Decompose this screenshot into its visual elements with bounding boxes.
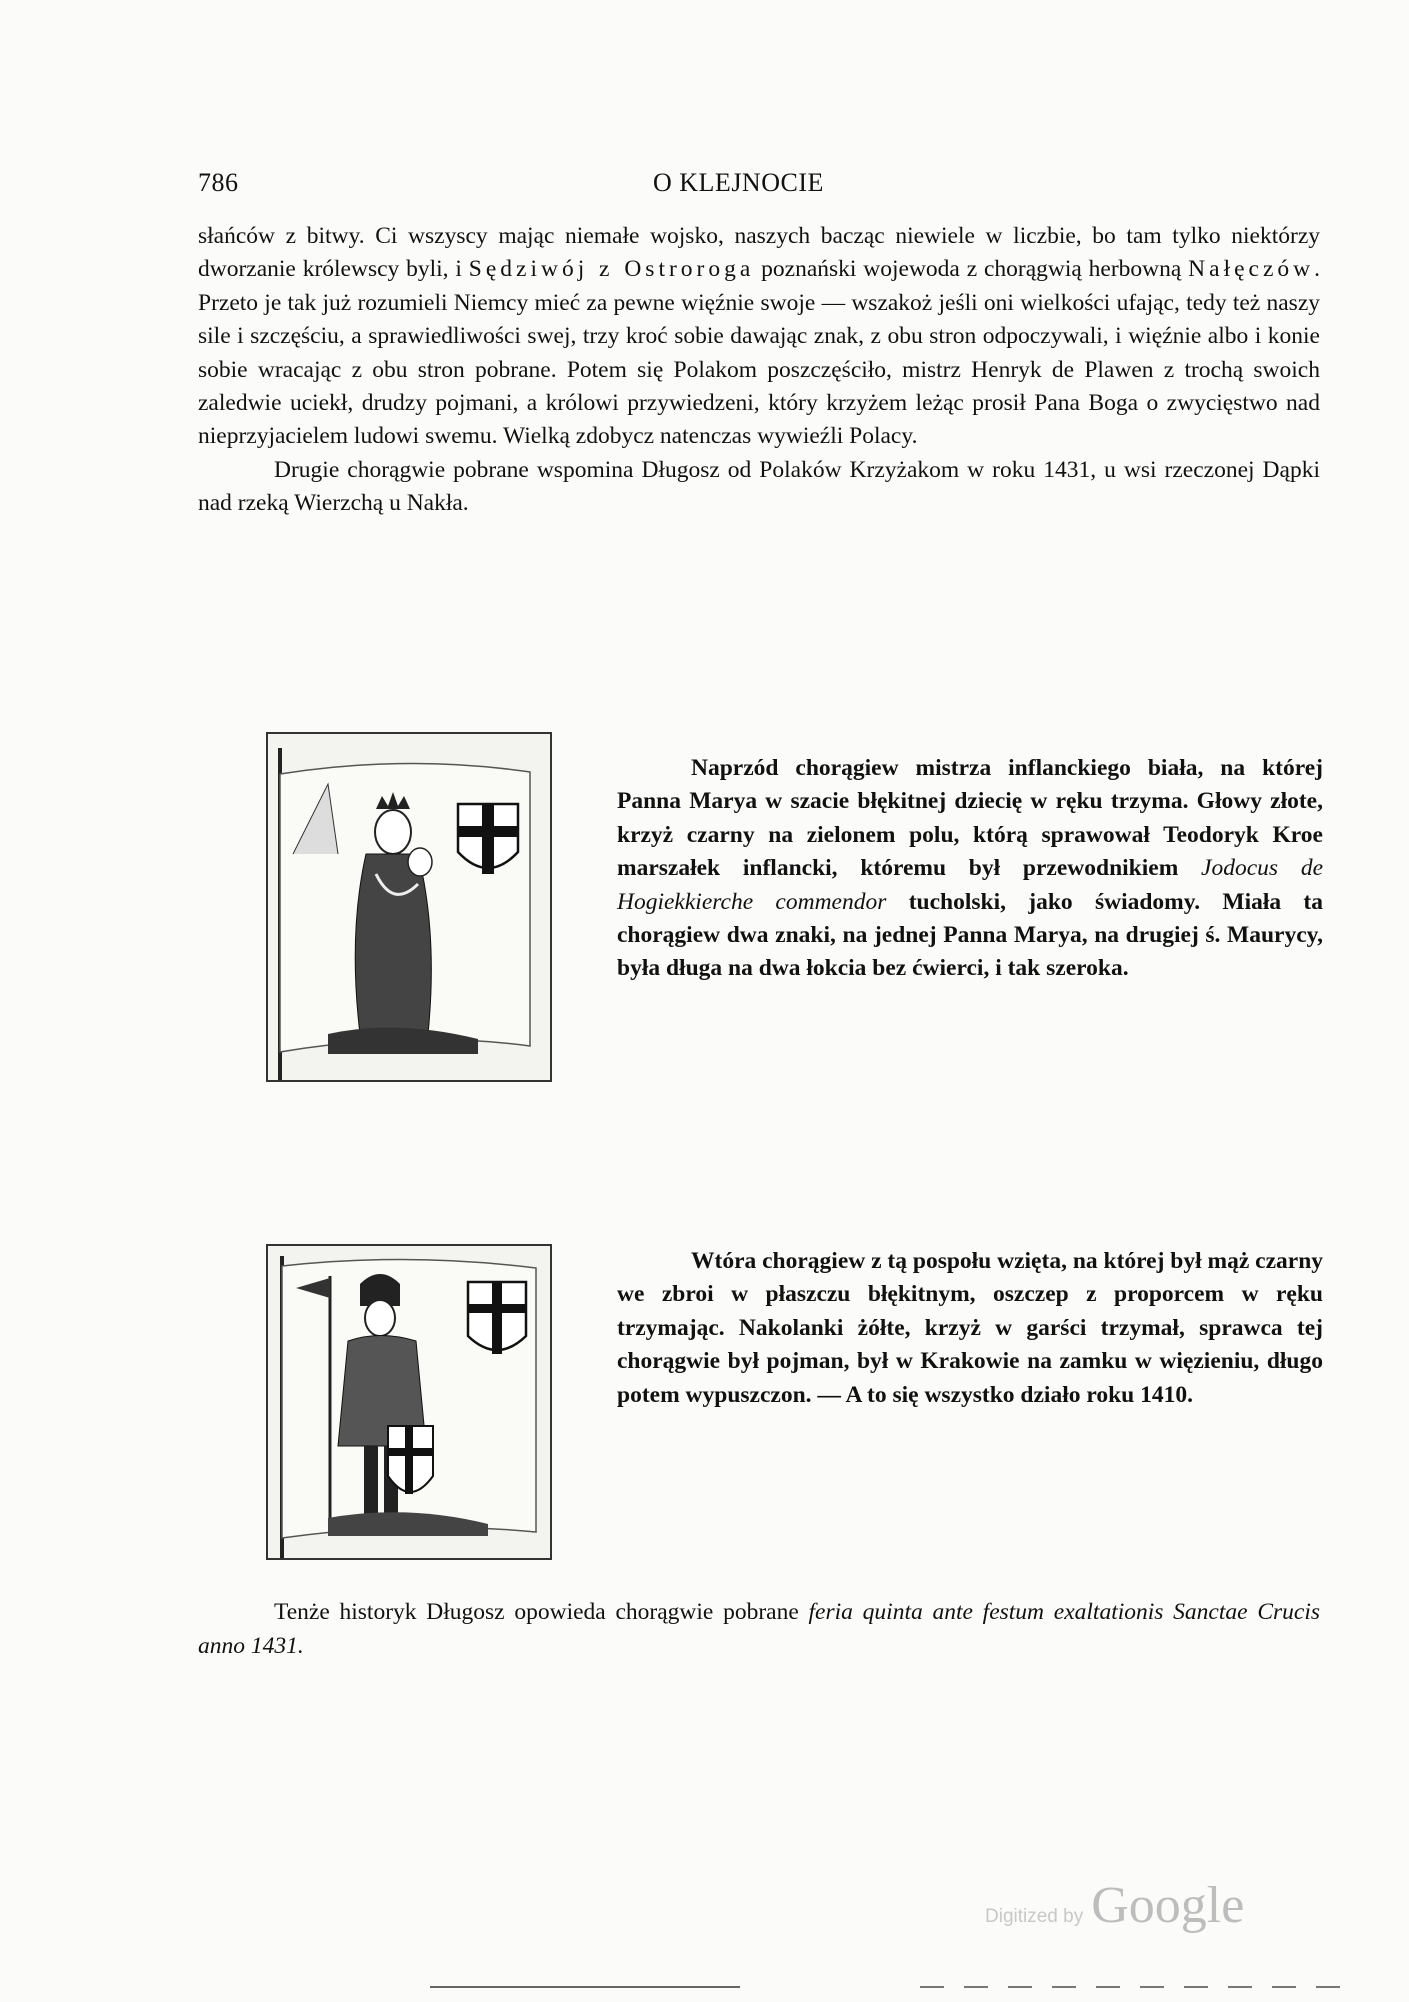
banner-illustration-knight: [266, 1244, 552, 1560]
digitized-by-google-watermark: [985, 1876, 1244, 1935]
paragraph-1: [198, 220, 1320, 454]
name-naleczow: Nałęczów: [1188, 256, 1315, 283]
madonna-banner-drawing: [268, 734, 550, 1080]
body-text: [198, 220, 1320, 521]
caption-1-text-a: Naprzód chorągiew mistrza inflanckiego biała, na której Panna Marya w szacie błękitnej dziecię w ręku trzyma. Głowy złote, krzyż czarny na zielonem polu, którą sprawował Teodoryk Kroe marszałek inflancki, któremu był przewodnikiem: [617, 755, 1323, 882]
name-sedziwoj: Sędziwój z Ostroroga: [468, 256, 755, 283]
banner-illustration-madonna: [266, 732, 552, 1082]
caption-1-paragraph: [617, 752, 1323, 986]
paragraph-1-part-b: poznański wojewoda z chorągwią herbowną: [754, 256, 1189, 283]
digitized-by-label: Digitized by: [985, 1906, 1084, 1927]
closing-italic: feria quinta ante festum exaltationis Sanctae Crucis anno 1431.: [198, 1599, 1320, 1659]
bottom-rule: [430, 1986, 740, 1988]
paragraph-1-part-a: słańców z bitwy. Ci wszyscy mając niemałe wojsko, naszych bacząc niewiele w liczbie, bo tam tylko niektórzy dworzanie królewscy byli, i: [198, 223, 1320, 283]
page-number: 786: [198, 168, 239, 197]
caption-1-text-b: tucholski, jako świadomy. Miała ta chorągiew dwa znaki, na jednej Panna Marya, na drugiej ś. Maurycy, była długa na dwa łokcia bez ćwierci, i tak szeroka.: [617, 888, 1323, 982]
google-logo: Google: [1091, 1877, 1245, 1934]
knight-banner-drawing: [268, 1246, 550, 1558]
caption-madonna-banner: [617, 752, 1323, 986]
caption-knight-banner: [617, 1245, 1323, 1412]
closing-paragraph: [198, 1595, 1320, 1663]
paragraph-2: Drugie chorągwie pobrane wspomina Długosz od Polaków Krzyżakom w roku 1431, u wsi rzeczonej Dąpki nad rzeką Wierzchą u Nakła.: [198, 456, 1320, 517]
caption-1-italic: Jodocus de Hogiekkierche commendor: [617, 855, 1323, 915]
bottom-dashed-rule: [920, 1986, 1340, 1988]
closing-text-a: Tenże historyk Długosz opowieda chorągwie pobrane: [274, 1599, 809, 1625]
caption-2-text: Wtóra chorągiew z tą pospołu wzięta, na której był mąż czarny we zbroi w płaszczu błękitnym, oszczep z proporcem w ręku trzymając. Nakolanki żółte, krzyż w garści trzymał, sprawca tej chorągwie był pojman, był w Krakowie na zamku w więzieniu, długo potem wypuszczon. — A to się wszystko działo roku 1410.: [617, 1248, 1324, 1408]
closing-text: [198, 1595, 1320, 1663]
paragraph-1-part-c: . Przeto je tak już rozumieli Niemcy mieć za pewne więźnie swoje — wszakoż jeśli oni wielkości ufając, tedy też naszy sile i szczęściu, a sprawiedliwości swej, trzy kroć sobie dawając znak, z obu stron odpoczywali, i więźnie albo i konie sobie wracając z obu stron pobrane. Potem się Polakom poszczęściło, mistrz Henryk de Plawen z trochą swoich zaledwie uciekł, drudzy pojmani, a królowi przywiedzeni, który krzyżem leżąc prosił Pana Boga o zwycięstwo nad nieprzyjacielem ludowi swemu. Wielką zdobycz natenczas wywieźli Polacy.: [198, 256, 1320, 450]
running-title: O KLEJNOCIE: [653, 168, 824, 197]
